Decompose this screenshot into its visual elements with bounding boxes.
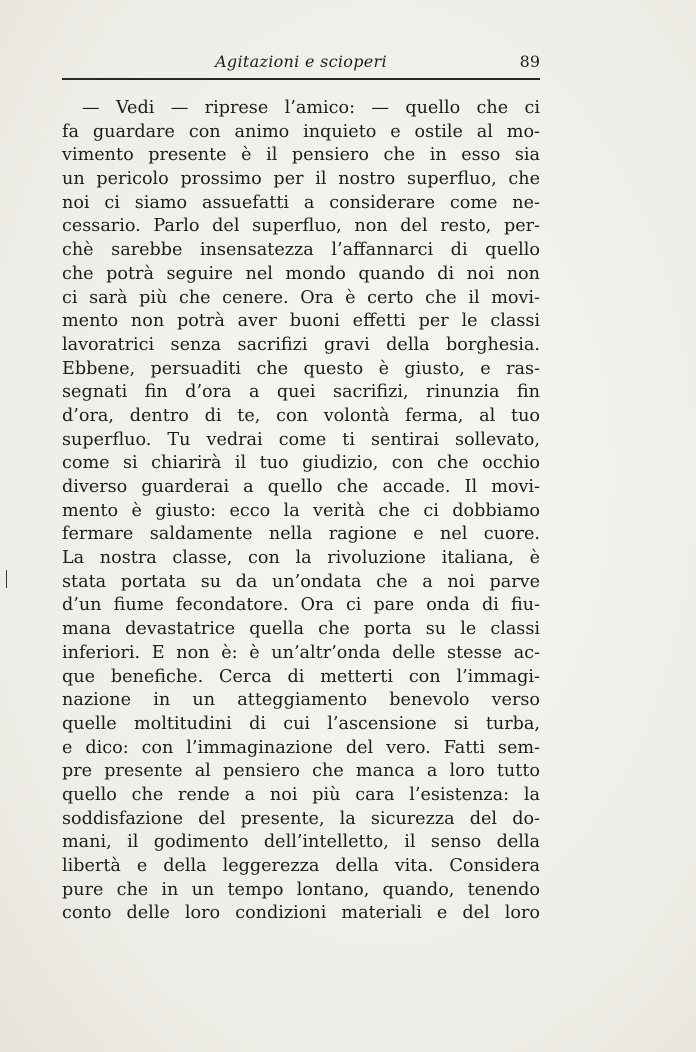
- text-line: diverso guarderai a quello che accade. Il movi-: [62, 477, 540, 497]
- text-line: libertà e della leggerezza della vita. Considera: [62, 856, 540, 876]
- header-rule: [62, 78, 540, 80]
- text-line: que benefiche. Cerca di metterti con l’immagi-: [62, 666, 540, 687]
- text-line: pure che in un tempo lontano, quando, tenendo: [62, 879, 540, 900]
- text-line: Ebbene, persuaditi che questo è giusto, e ras-: [62, 358, 540, 379]
- text-line: stata portata su da un’ondata che a noi parve: [62, 571, 540, 592]
- text-line: ci sarà più che cenere. Ora è certo che il movi-: [62, 287, 540, 308]
- text-line: mento non potrà aver buoni effetti per le classi: [62, 311, 540, 332]
- text-line: fermare saldamente nella ragione e nel cuore.: [62, 524, 540, 545]
- text-line: mento è giusto: ecco la verità che ci dobbiamo: [62, 500, 540, 521]
- text-line: mani, il godimento dell’intelletto, il senso della: [62, 832, 540, 853]
- text-line: che potrà seguire nel mondo quando di noi non: [62, 263, 540, 284]
- text-line: conto delle loro condizioni materiali e del loro: [62, 903, 540, 924]
- running-head: [62, 48, 540, 74]
- text-line: chè sarebbe insensatezza l’affannarci di quello: [62, 240, 540, 261]
- text-line: vimento presente è il pensiero che in esso sia: [62, 145, 540, 166]
- text-line: La nostra classe, con la rivoluzione italiana, è: [62, 548, 540, 569]
- text-line: inferiori. E non è: è un’altr’onda delle stesse ac-: [62, 642, 540, 663]
- running-title: Agitazioni e scioperi: [215, 52, 387, 71]
- text-line: cessario. Parlo del superfluo, non del resto, per-: [62, 216, 540, 237]
- text-line: d’ora, dentro di te, con volontà ferma, al tuo: [62, 405, 540, 426]
- text-line: noi ci siamo assuefatti a considerare come ne-: [62, 192, 540, 213]
- text-line: lavoratrici senza sacrifizi gravi della borghesia.: [62, 334, 540, 355]
- body-text: [62, 97, 540, 926]
- text-line: quello che rende a noi più cara l’esistenza: la: [62, 784, 540, 805]
- text-line: quelle moltitudini di cui l’ascensione si turba,: [62, 713, 540, 734]
- text-line: pre presente al pensiero che manca a loro tutto: [62, 761, 540, 782]
- margin-mark: [6, 570, 7, 588]
- page-number: 89: [519, 52, 540, 71]
- text-line: e dico: con l’immaginazione del vero. Fatti sem-: [62, 737, 540, 758]
- text-line: d’un fiume fecondatore. Ora ci pare onda di fiu-: [62, 595, 540, 616]
- text-line: fa guardare con animo inquieto e ostile al mo-: [62, 121, 540, 142]
- text-line: come si chiarirà il tuo giudizio, con che occhio: [62, 453, 540, 474]
- text-line: — Vedi — riprese l’amico: — quello che ci: [82, 98, 540, 118]
- text-line: un pericolo prossimo per il nostro superfluo, che: [62, 169, 540, 190]
- text-line: superfluo. Tu vedrai come ti sentirai sollevato,: [62, 429, 540, 450]
- text-line: mana devastatrice quella che porta su le classi: [62, 619, 540, 640]
- text-line: nazione in un atteggiamento benevolo verso: [62, 690, 540, 711]
- text-line: soddisfazione del presente, la sicurezza del do-: [62, 808, 540, 829]
- text-line: segnati fin d’ora a quei sacrifizi, rinunzia fin: [62, 382, 540, 403]
